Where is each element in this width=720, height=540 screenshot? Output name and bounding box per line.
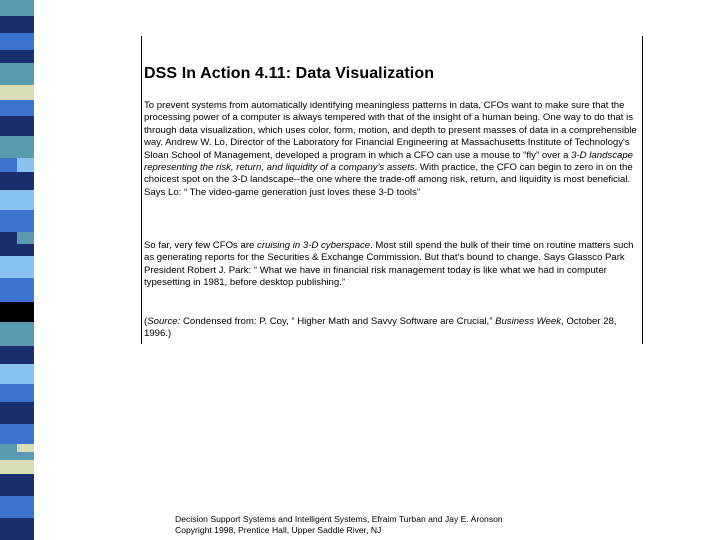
- stripe-block: [0, 302, 34, 322]
- stripe-block: [0, 346, 34, 364]
- paragraph-1-text-c: . With practice, the CFO can begin to zero in on the choicest spot on the 3-D landscape--the one where the trade-off among risk, return, and liquidity is most beneficial. Says Lo: “ The video-game generation just loves these 3-D tools”: [144, 162, 633, 198]
- paragraph-2: [144, 240, 638, 290]
- source-publication: Business Week: [495, 316, 562, 327]
- stripe-block: [0, 172, 34, 190]
- stripe-block: [0, 322, 34, 346]
- footer-line-1: Decision Support Systems and Intelligent Systems, Efraim Turban and Jay E. Aronson: [175, 514, 503, 524]
- footer-line-2: Copyright 1998, Prentice Hall, Upper Saddle River, NJ: [175, 525, 382, 535]
- stripe-block: [0, 210, 34, 232]
- stripe-block: [0, 16, 34, 33]
- source-date: , October 28, 1996.): [144, 316, 617, 340]
- stripe-accent-block: [17, 232, 34, 244]
- footer: [175, 514, 503, 536]
- source-label: Source:: [147, 316, 181, 327]
- stripe-block: [0, 278, 34, 302]
- stripe-block: [0, 0, 34, 16]
- stripe-block: [0, 518, 34, 540]
- source-text: Condensed from: P. Coy, “ Higher Math and Savvy Software are Crucial,”: [180, 316, 496, 327]
- source-open-paren: (: [144, 316, 148, 327]
- paragraph-2-emphasis: cruising in 3-D cyberspace: [257, 240, 371, 251]
- stripe-block: [0, 100, 34, 116]
- stripe-accent-block: [17, 444, 34, 452]
- paragraph-1-emphasis: 3-D landscape representing the risk, return, and liquidity of a company's assets: [144, 149, 634, 174]
- stripe-block: [0, 63, 34, 85]
- stripe-block: [0, 474, 34, 496]
- stripe-block: [0, 364, 34, 384]
- stripe-block: [0, 85, 34, 100]
- stripe-block: [0, 256, 34, 278]
- stripe-block: [0, 50, 34, 63]
- stripe-block: [0, 424, 34, 444]
- source-citation: [144, 316, 638, 341]
- stripe-block: [0, 136, 34, 158]
- decorative-color-stripe: [0, 0, 34, 540]
- stripe-block: [0, 190, 34, 210]
- slide-title: DSS In Action 4.11: Data Visualization: [144, 65, 435, 82]
- stripe-block: [0, 33, 34, 50]
- stripe-block: [0, 116, 34, 136]
- stripe-accent-block: [17, 158, 34, 172]
- stripe-block: [0, 402, 34, 424]
- paragraph-2-text-c: . Most still spend the bulk of their time on routine matters such as generating reports for the Securities & Exchange Commission. But that's bound to change. Says Glassco Park President Robert J. Park: “ What we have in financial risk management today is like what we had in computer typesetting in 1981, before desktop publishing.”: [144, 240, 634, 289]
- stripe-block: [0, 384, 34, 402]
- paragraph-2-text-a: So far, very few CFOs are: [144, 240, 258, 251]
- stripe-block: [0, 460, 34, 474]
- stripe-block: [0, 496, 34, 518]
- paragraph-1: [144, 100, 638, 199]
- paragraph-1-text-a: To prevent systems from automatically identifying meaningless patterns in data, CFOs want to make sure that the processing power of a computer is always tempered with that of the insight of a human being. One way to do that is through data visualization, which uses color, form, motion, and depth to present masses of data in a comprehensible way. Andrew W. Lo, Director of the Laboratory for Financial Engineering at Massachusetts Institute of Technology's Sloan School of Management, developed a program in which a CFO can use a mouse to “fly” over a: [144, 100, 637, 161]
